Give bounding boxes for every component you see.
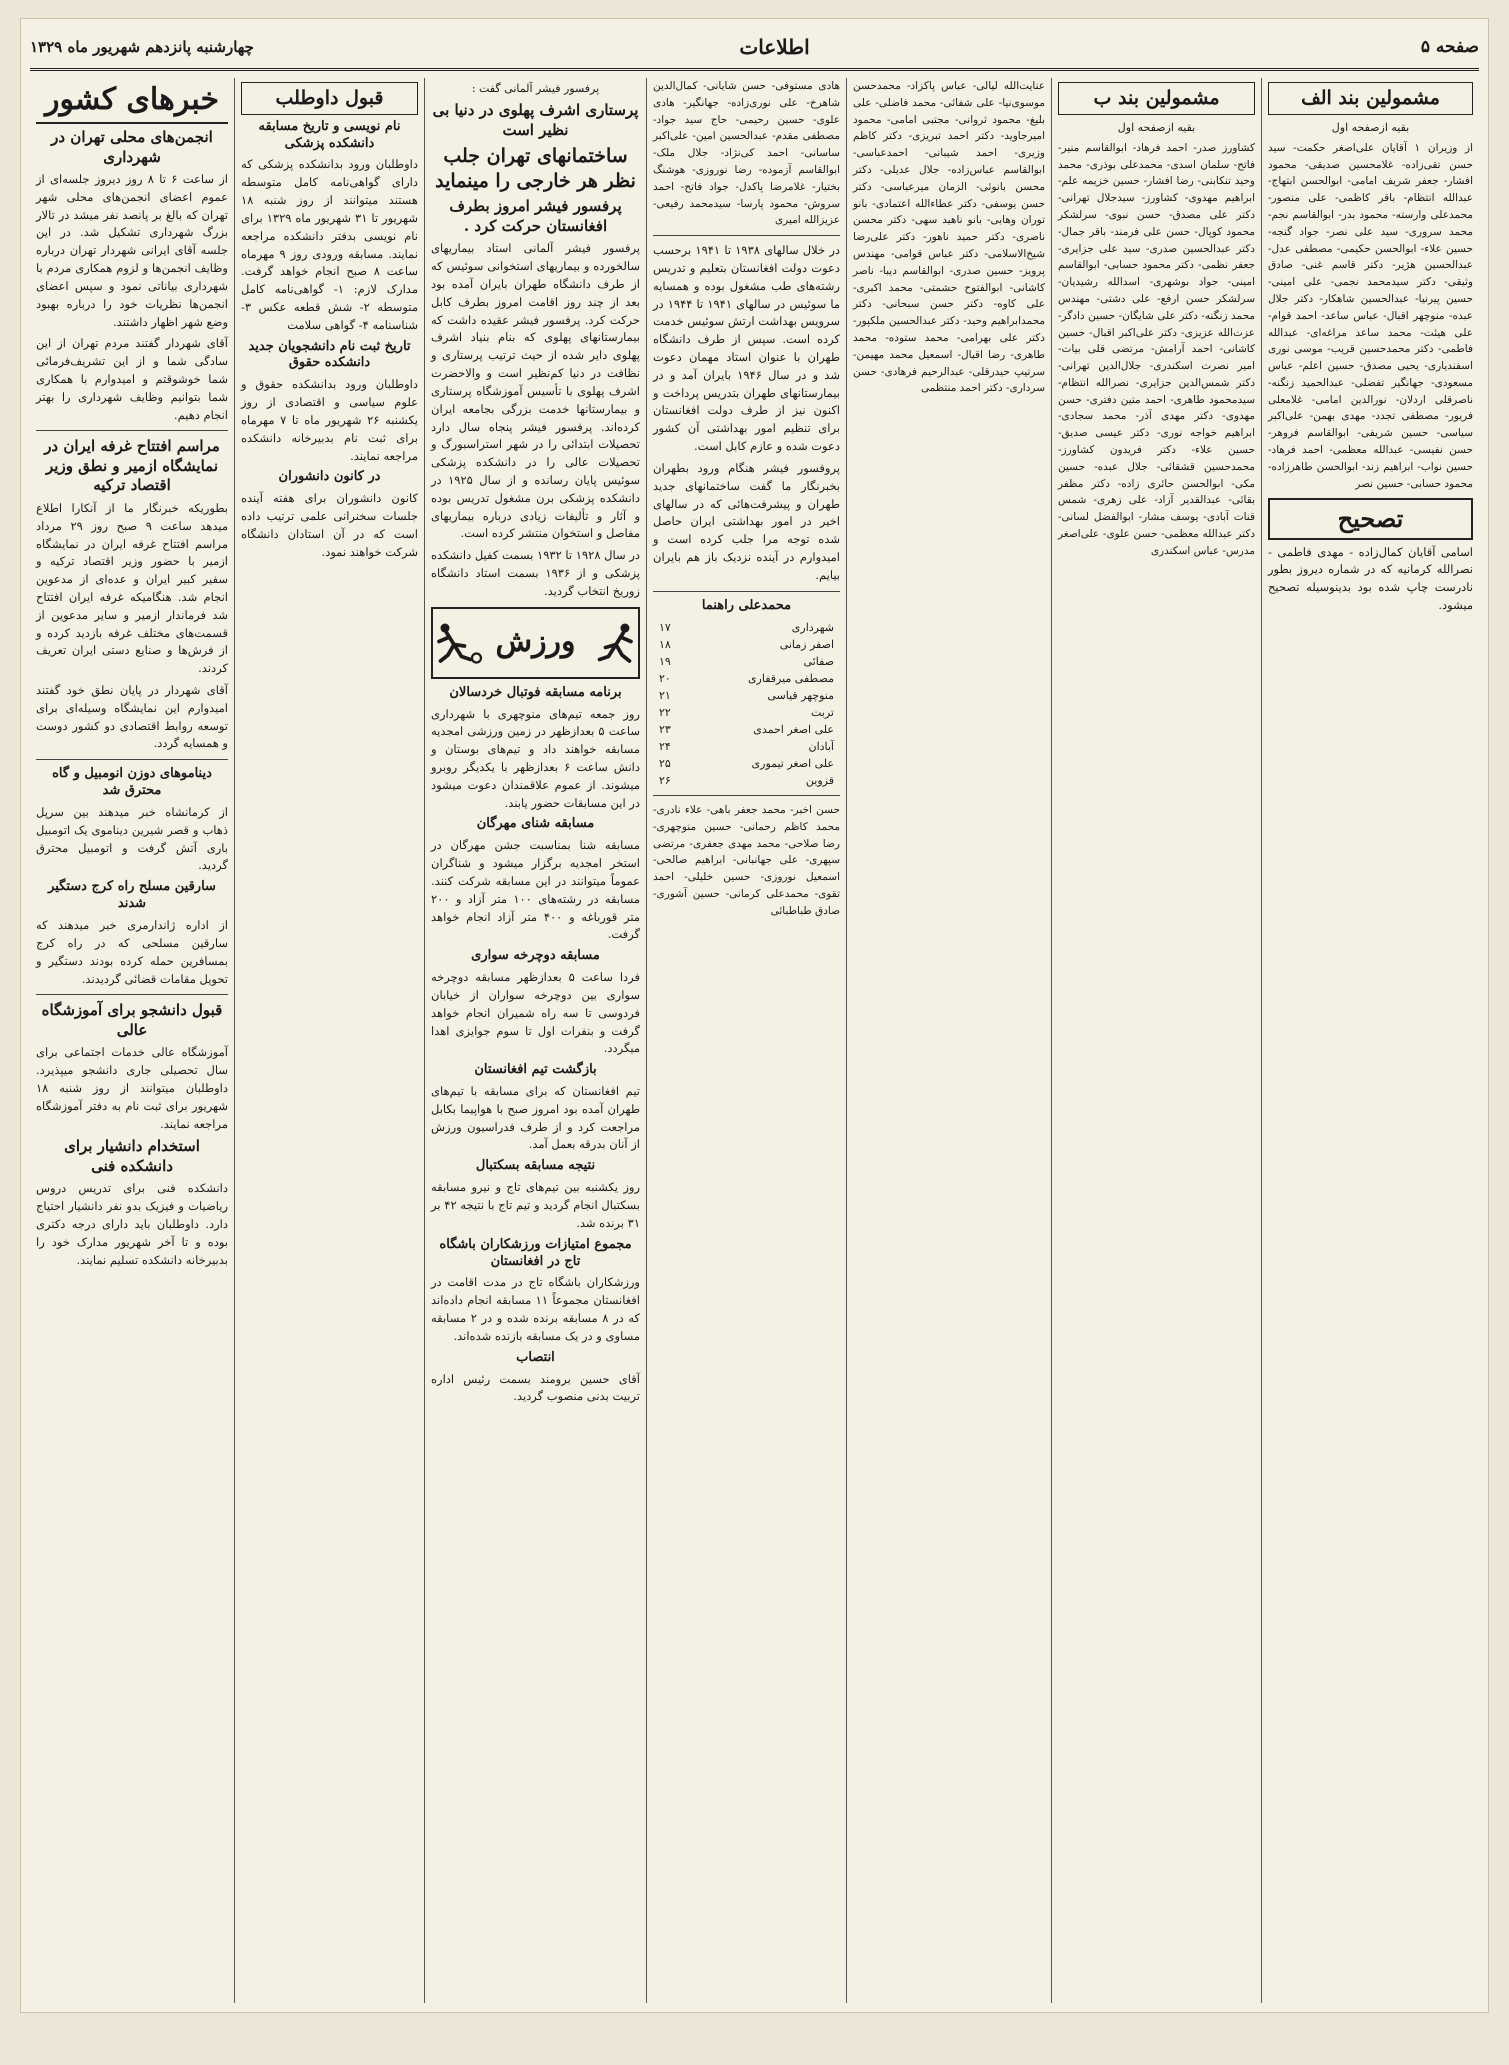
fisher-kicker: پرفسور فیشر آلمانی گفت : — [471, 82, 600, 95]
station-row: قزوین ۲۶ — [659, 773, 834, 787]
sports-title: ورزش — [495, 624, 576, 660]
station-row: اصفر زمانی ۱۸ — [659, 637, 834, 651]
column-mixed — [646, 78, 846, 2003]
correction-headline: تصحیح — [1268, 498, 1473, 539]
station-row: منوچهر قیاسی ۲۱ — [659, 688, 834, 702]
paper-name: اطلاعات — [739, 35, 810, 59]
sports-item-text: روز یکشنبه بین تیم‌های تاج و نیرو مسابقه بسکتبال انجام گردید و تیم تاج با نتیجه ۴۲ بر ۳۱ برنده شد. — [431, 1180, 640, 1230]
sports-item-title: نتیجه مسابقه بسکتبال — [475, 1158, 596, 1174]
station-row: علی اصغر تیموری ۲۵ — [659, 756, 834, 770]
conscripts-a-headline: مشمولین بند الف — [1268, 82, 1473, 115]
scholars-title: در کانون دانشوران — [278, 469, 381, 485]
masthead — [30, 26, 1479, 71]
fisher-story: پرفسور فیشر آلمانی استاد بیماریهای سالخورده و بیماریهای استخوانی سوئیس که از طرف دانشگاه طهران بایران آمده بود بعد از چند روز اقامت امروز بطرف کابل حرکت کرد. پرفسور فیشر عقیده داشت که بیمارستانهای پهلوی که بنام بنیاد اشرف پهلوی دایر شده از حیث ترتیب پرستاری و نظافت در دنیا کم‌نظیر است و والاحضرت اشرف پهلوی با تأسیس آموزشگاه پرستاری و بیمارستانها خدمت بزرگی بجامعه ایران کرده‌اند. پرفسور فیشر پنجاه سال دارد تحصیلات ابتدائی را در شهر استراسبورگ و تحصیلات عالی را در دانشکده پزشکی سوئیس پایان رسانده و از سال ۱۹۲۵ در دانشکده پزشکی برن مشغول تدریس بوده و آثار و تألیفات زیادی درباره بیماریهای مفاصل و استخوان منتشر کرده است. — [431, 241, 640, 541]
column-names-continued — [846, 78, 1051, 2003]
divider — [36, 759, 228, 760]
sports-item-text: مسابقه شنا بمناسبت جشن مهرگان در استخر امجدیه برگزار میشود و شناگران عموماً میتوانند در این مسابقه شرکت کنند. مسابقه در رشته‌های ۱۰۰ متر آزاد و ۲۰۰ متر قورباغه و ۴۰۰ متر آزاد انجام خواهد گرفت. — [431, 838, 641, 942]
news-text: دانشکده فنی برای تدریس دروس ریاضیات و فیزیک بدو نفر دانشیار احتیاج دارد. داوطلبان باید دارای درجه دکتری بوده و تا آخر شهریور مدارک خود را بدبیرخانه دانشکده تسلیم نمایند. — [36, 1181, 228, 1267]
sports-item-text: ورزشکاران باشگاه تاج در مدت اقامت در افغانستان مجموعاً ۱۱ مسابقه انجام داده‌اند که در ۸ مسابقه برنده شده و در ۲ مسابقه مساوی و در یک مسابقه بازنده شده‌اند. — [431, 1275, 640, 1343]
news-title: استخدام دانشیار برای دانشکده فنی — [64, 1137, 200, 1175]
conscripts-b-sub: بقیه ازصفحه اول — [1117, 120, 1196, 134]
issue-date: چهارشنبه پانزدهم شهریور ماه ۱۳۲۹ — [30, 38, 254, 56]
conscripts-b-headline: مشمولین بند ب — [1058, 82, 1255, 115]
fisher-story-2: در سال ۱۹۲۸ تا ۱۹۳۲ بسمت کفیل دانشکده پزشکی و از ۱۹۳۶ بسمت استاد دانشگاه زوریخ انتخاب گردید. — [431, 548, 641, 598]
news-title: سارقین مسلح راه کرج دستگیر شدند — [48, 879, 216, 912]
column-fisher-sports — [424, 78, 646, 2003]
divider — [653, 795, 840, 796]
national-news-headline: خبرهای کشور — [36, 82, 228, 124]
news-text: آقای شهردار گفتند مردم تهران از این سادگی شما و از این تشریف‌فرمائی شما خوشوقتم و امیدوارم با همکاری شما بتوانیم وظایف شهرداری را بهتر انجام دهیم. — [36, 336, 228, 422]
fisher-headline-1: پرستاری اشرف پهلوی در دنیا بی نظیر است — [432, 101, 639, 139]
news-title: دیناموهای دوزن انومبیل و گاه محترق شد — [52, 766, 212, 799]
conscripts-a-names: از وزیران ۱ آقایان علی‌اصغر حکمت- سید حسن تقی‌زاده- غلامحسین صدیقی- محمود افشار- جعفر شریف امامی- ابوالحسن ابتهاج- عبدالله انتظام- باقر کاظمی- علی منصور- محمدعلی وارسته- محمود بدر- ابوالقاسم نجم- محمد سروری- سید علی نصر- جواد گنجه- حسین علاء- ابوالحسن حکیمی- مصطفی عدل- عبدالحسین هژیر- دکتر قاسم غنی- صادق وثیقی- دکتر سیدمحمد نجمی- علی امینی- حسین پیرنیا- عبدالحسین شاهکار- دکتر جلال عبده- منوچهر اقبال- عباس ساعد- احمد قوام- علی هیئت- محمد ساعد مراغه‌ای- عبدالله فاطمی- دکتر محمدحسین قریب- موسی نوری اسفندیاری- یحیی مصدق- حسین اعلم- عباس مسعودی- جهانگیر تفضلی- عبدالحمید زنگنه- ناصرقلی اردلان- نورالدین امامی- غلامعلی فریور- مصطفی تجدد- مهدی بهمن- علی‌اکبر سیاسی- حسین شریفی- ابوالقاسم فروهر- حسن نفیسی- عبدالله معظمی- احمد فرهاد- حسین نواب- ابراهیم زند- ابوالحسن طاهرزاده- محمود حسابی- حسین نصر — [1268, 141, 1474, 490]
sports-item-title: مجموع امتیازات ورزشکاران باشگاه تاج در افغانستان — [439, 1236, 632, 1269]
news-text: از کرمانشاه خبر میدهند بین سرپل ذهاب و قصر شیرین دیناموی یک اتومبیل باری آتش گرفت و اتومبیل محترق گردید. — [36, 805, 228, 873]
names-list-3: عنایت‌الله لیالی- عباس پاکزاد- محمدحسن موسوی‌نیا- علی شفائی- محمد فاضلی- علی بلیغ- محمود ثروانی- مجتبی امامی- محمود امیرجاوید- دکتر احمد تبریزی- دکتر کاظم وزیری- احمد شیبانی- احمدعباسی- ابوالقاسم عباس‌زاده- جلال عدیلی- دکتر محسن بانوئی- الزمان میرعباسی- دکتر حسن یوسفی- دکتر عطاءالله اعتمادی- بانو توران وهابی- بانو ناهید سهی- دکتر محسن ناصری- دکتر حمید ناهور- دکتر علی‌رضا شیخ‌الاسلامی- دکتر عباس قوامی- مهندس پرویز- حسین صدری- ابوالقاسم دیبا- ناصر کاشانی- ابوالفتوح حشمتی- محمد اکبری- علی کاوه- دکتر حسن سبحانی- دکتر محمدابراهیم وحید- دکتر عبدالحسین ملکپور- دکتر علی بهرامی- محمد ستوده- محمد طاهری- رضا اقبال- اسمعیل محمد مهیمن- سرتیپ حیدرقلی- عبدالرحیم فرهادی- حسن سرداری- دکتر احمد منتظمی — [853, 80, 1045, 395]
scholars-text: کانون دانشوران برای هفته آینده جلسات سخنرانی علمی ترتیب داده است که در آن استادان دانشگاه شرکت خواهند نمود. — [241, 491, 418, 559]
station-row: مصطفی میرقفاری ۲۰ — [659, 671, 834, 685]
divider — [36, 430, 228, 431]
column-conscripts-a — [1261, 78, 1479, 2003]
names-list-4b: حسن اخبر- محمد جعفر باهی- علاء نادری- محمد کاظم رحمانی- حسین منوچهری- رضا صلاحی- محمد مهدی جعفری- مرتضی سپهری- علی جهانبانی- ابراهیم صالحی- اسمعیل نوروزی- حسین خلیلی- احمد تقوی- محمدعلی کرمانی- حسین آشوری- صادق طباطبائی — [653, 803, 840, 917]
station-row: تربت ۲۲ — [659, 705, 834, 719]
news-text: از ساعت ۶ تا ۸ روز دیروز جلسه‌ای از عموم اعضای انجمن‌های محلی شهر تهران که بالغ بر پانصد نفر میشد در تالار بزرگ شهرداری تشکیل شد. در این جلسه آقای ایرانی شهردار تهران درباره وظایف انجمن‌ها و لزوم همکاری مردم با شهرداری بیاناتی نمود و سپس اعضای انجمن‌ها نظریات خود را درباره بهبود وضع شهر اظهار داشتند. — [36, 172, 229, 329]
news-text: آموزشگاه عالی خدمات اجتماعی برای سال تحصیلی جاری دانشجو میپذیرد. داوطلبان میتوانند از روز شنبه ۱۸ شهریور برای ثبت نام به دفتر آموزشگاه مراجعه نمایند. — [36, 1045, 228, 1131]
fisher-headline-2: ساختمانهای تهران جلب نظر هر خارجی را مینماید — [435, 145, 636, 192]
law-school-text: داوطلبان ورود بدانشکده حقوق و علوم سیاسی و اقتصادی از روز یکشنبه ۲۶ شهریور ماه تا ۷ مهرماه برای ثبت نام بدبیرخانه دانشکده مراجعه نمایند. — [241, 377, 418, 463]
admissions-text: داوطلبان ورود بدانشکده پزشکی که دارای گواهی‌نامه کامل متوسطه هستند میتوانند از روز شنبه ۱۸ شهریور تا ۳۱ شهریور ماه ۱۳۲۹ برای نام نویسی بدفتر دانشکده مراجعه نمایند. مسابقه ورودی روز ۹ مهرماه ساعت ۸ صبح انجام خواهد گرفت. مدارک لازم: ۱- گواهی‌نامه کامل متوسطه ۲- شش قطعه عکس ۳- شناسنامه ۴- گواهی سلامت — [241, 157, 419, 332]
page-number: صفحه ۵ — [1420, 37, 1479, 57]
sports-item-text: فردا ساعت ۵ بعدازظهر مسابقه دوچرخه سواری بین دوچرخه سواران از خیابان فردوسی تا سه راه شمیران انجام خواهد گرفت و بنفرات اول تا سوم جوایزی اهدا میگردد. — [431, 970, 641, 1056]
sports-item-title: انتصاب — [516, 1349, 555, 1365]
sports-item-title: برنامه مسابقه فوتبال خردسالان — [449, 684, 622, 700]
sports-item-text: تیم افغانستان که برای مسابقه با تیم‌های طهران آمده بود امروز صبح با هواپیما بکابل مراجعت کرد و از طرف فدراسیون ورزش از آنان بدرقه بعمل آمد. — [431, 1084, 640, 1152]
news-title: انجمن‌های محلی تهران در شهرداری — [51, 128, 213, 166]
sports-item-text: روز جمعه تیم‌های منوچهری با شهرداری ساعت ۵ بعدازظهر در زمین ورزشی امجدیه مسابقه خواهند داد و تیم‌های بوستان و دانش ساعت ۶ بعدازظهر با یکدیگر روبرو میشوند. از عموم علاقمندان دعوت میشود در این مسابقات حضور یابند. — [431, 706, 640, 810]
fisher-headline-3: پرفسور فیشر امروز بطرف افغانستان حرکت کرد . — [449, 197, 622, 235]
station-row: علی اصغر احمدی ۲۳ — [659, 722, 834, 736]
column-admissions — [234, 78, 424, 2003]
news-title: مراسم افتتاح غرفه ایران در نمایشگاه ازمیر و نطق وزیر اقتصاد ترکیه — [44, 437, 220, 495]
names-list-4: هادی مستوفی- حسن شایانی- کمال‌الدین شاهرخ- علی نوری‌زاده- جهانگیر- هادی علوی- حسین رحیمی- حاج سید جواد- مصطفی مقدم- عبدالحسین امین- علی‌اکبر ساسانی- احمد کی‌نژاد- جلال ملک- ابوالقاسم آزموده- رضا نوروزی- هوشنگ بختیار- غلامرضا پاکدل- جواد فاتح- احمد سروش- محمود پارسا- سیدمحمد رفیعی- عزیزالله امیری — [653, 80, 840, 227]
divider — [653, 591, 840, 592]
sports-item-title: بازگشت تیم افغانستان — [474, 1062, 597, 1078]
station-row: صفائی ۱۹ — [659, 654, 834, 668]
ball-player-icon — [433, 615, 485, 671]
divider — [36, 994, 228, 995]
fisher-continued: در خلال سالهای ۱۹۳۸ تا ۱۹۴۱ برحسب دعوت دولت افغانستان بتعلیم و تدریس رشته‌های طب مشغول بوده و همسایه ما سوئیس در سالهای ۱۹۴۱ تا ۱۹۴۴ در سرویس بهداشت ارتش سوئیس خدمت کرده است. سپس از طرف دانشگاه طهران با عنوان استاد مهمان دعوت شد و در سال ۱۹۴۶ بایران آمد و در بیمارستانهای طهران بتدریس پرداخت و اکنون نیز از طرف دولت افغانستان برای تنظیم امور بهداشتی آن کشور دعوت شده و عازم کابل است. — [653, 243, 840, 454]
fisher-quote: پروفسور فیشر هنگام ورود بطهران بخبرنگار ما گفت ساختمانهای جدید طهران و پیشرفت‌هائی که در سالهای اخیر در امور بهداشتی ایران حاصل شده توجه مرا جلب کرده است و امیدوارم در آینده نزدیک باز هم بایران بیایم. — [653, 460, 840, 582]
sports-item-text: آقای حسین برومند بسمت رئیس اداره تربیت بدنی منصوب گردید. — [431, 1371, 640, 1404]
runner-icon — [586, 615, 638, 671]
news-text: آقای شهردار در پایان نطق خود گفتند امیدوارم این نمایشگاه وسیله‌ای برای توسعه روابط اقتصادی دو کشور دوست و همسایه گردد. — [36, 683, 228, 751]
sports-item-title: مسابقه شنای مهرگان — [476, 816, 595, 832]
conscripts-a-sub: بقیه ازصفحه اول — [1331, 120, 1410, 134]
conscripts-b-names: کشاورز صدر- احمد فرهاد- ابوالقاسم منیر- فاتح- سلمان اسدی- محمدعلی بوذری- محمد وحید تنکابنی- رضا افشار- حسین خزیمه علم- ابراهیم مهدوی- کشاورز- سیدجلال تهرانی- دکتر علی مصدق- حسن نبوی- سرلشکر محمود کوپال- حسن علی فرمند- باقر جمال- دکتر عبدالحسین صدری- سید علی جزایری- جعفر نظمی- دکتر محمود حسابی- ابوالقاسم امینی- جواد بوشهری- اسدالله رشیدیان- سرلشکر حسن ارفع- علی دشتی- مهندس محمد زنگنه- دکتر علی شایگان- حسین دادگر- عزت‌الله عزیزی- دکتر علی‌اکبر اقبال- حسین کاشانی- احمد آرامش- مرتضی قلی بیات- امیر نصرت اسکندری- جلال‌الدین تهرانی- دکتر شمس‌الدین جزایری- نصرالله انتظام- سیدمحمود طاهری- احمد متین دفتری- حسن مهدوی- دکتر مهدی آذر- محمد سجادی- ابراهیم خواجه نوری- دکتر عیسی صدیق- حسین علاء- دکتر فریدون کشاورز- محمدحسین قشقائی- جلال عبده- حسین مکی- ابوالحسن حائری زاده- دکتر مظفر بقائی- عبدالقدیر آزاد- علی زهری- شمس قنات آبادی- یوسف مشار- ابوالفضل لسانی- دکتر عبدالله معظمی- حسن علوی- علی‌اصغر مدرس- عباس اسکندری — [1058, 141, 1255, 557]
news-text: از اداره ژاندارمری خبر میدهند که سارقین مسلحی که در راه کرج بمسافرین حمله کرده بودند دستگیر و تحویل مقامات قضائی گردیدند. — [36, 918, 228, 986]
admissions-sub: نام نویسی و تاریخ مسابقه دانشکده پزشکی — [258, 118, 401, 151]
correction-text: اسامی آقایان کمال‌زاده - مهدی فاطمی - نصرالله کرمانیه که در شماره دیروز بطور نادرست چاپ شده بود بدینوسیله تصحیح میشود. — [1268, 544, 1473, 613]
station-row: آبادان ۲۴ — [659, 739, 834, 753]
column-national-news — [30, 78, 234, 2003]
stations-list — [653, 619, 840, 789]
sports-item-title: مسابقه دوچرخه سواری — [471, 948, 600, 964]
news-text: بطوریکه خبرنگار ما از آنکارا اطلاع میدهد ساعت ۹ صبح روز ۲۹ مرداد مراسم افتتاح غرفه ایران در نمایشگاه ازمیر با حضور وزیر اقتصاد ترکیه و سفیر کبیر ایران و عده‌ای از مدعوین انجام شد. هنگامیکه غرفه ایران افتتاح شد فرماندار ازمیر و سایر مدعوین از قسمت‌های مختلف غرفه بازدید کرده و از فرش‌ها و صنایع دستی ایران تعریف کردند. — [36, 500, 228, 676]
station-row: شهرداری ۱۷ — [659, 620, 834, 634]
columns — [30, 78, 1479, 2003]
law-school-title: تاریخ ثبت نام دانشجویان جدید دانشکده حقوق — [248, 338, 411, 371]
column-conscripts-b — [1051, 78, 1261, 2003]
divider — [653, 235, 840, 236]
news-title: قبول دانشجو برای آموزشگاه عالی — [41, 1001, 223, 1039]
stations-title: محمدعلی راهنما — [701, 597, 792, 613]
newspaper-page — [20, 18, 1489, 2013]
admissions-headline: قبول داوطلب — [241, 82, 418, 115]
sports-banner — [431, 607, 640, 679]
